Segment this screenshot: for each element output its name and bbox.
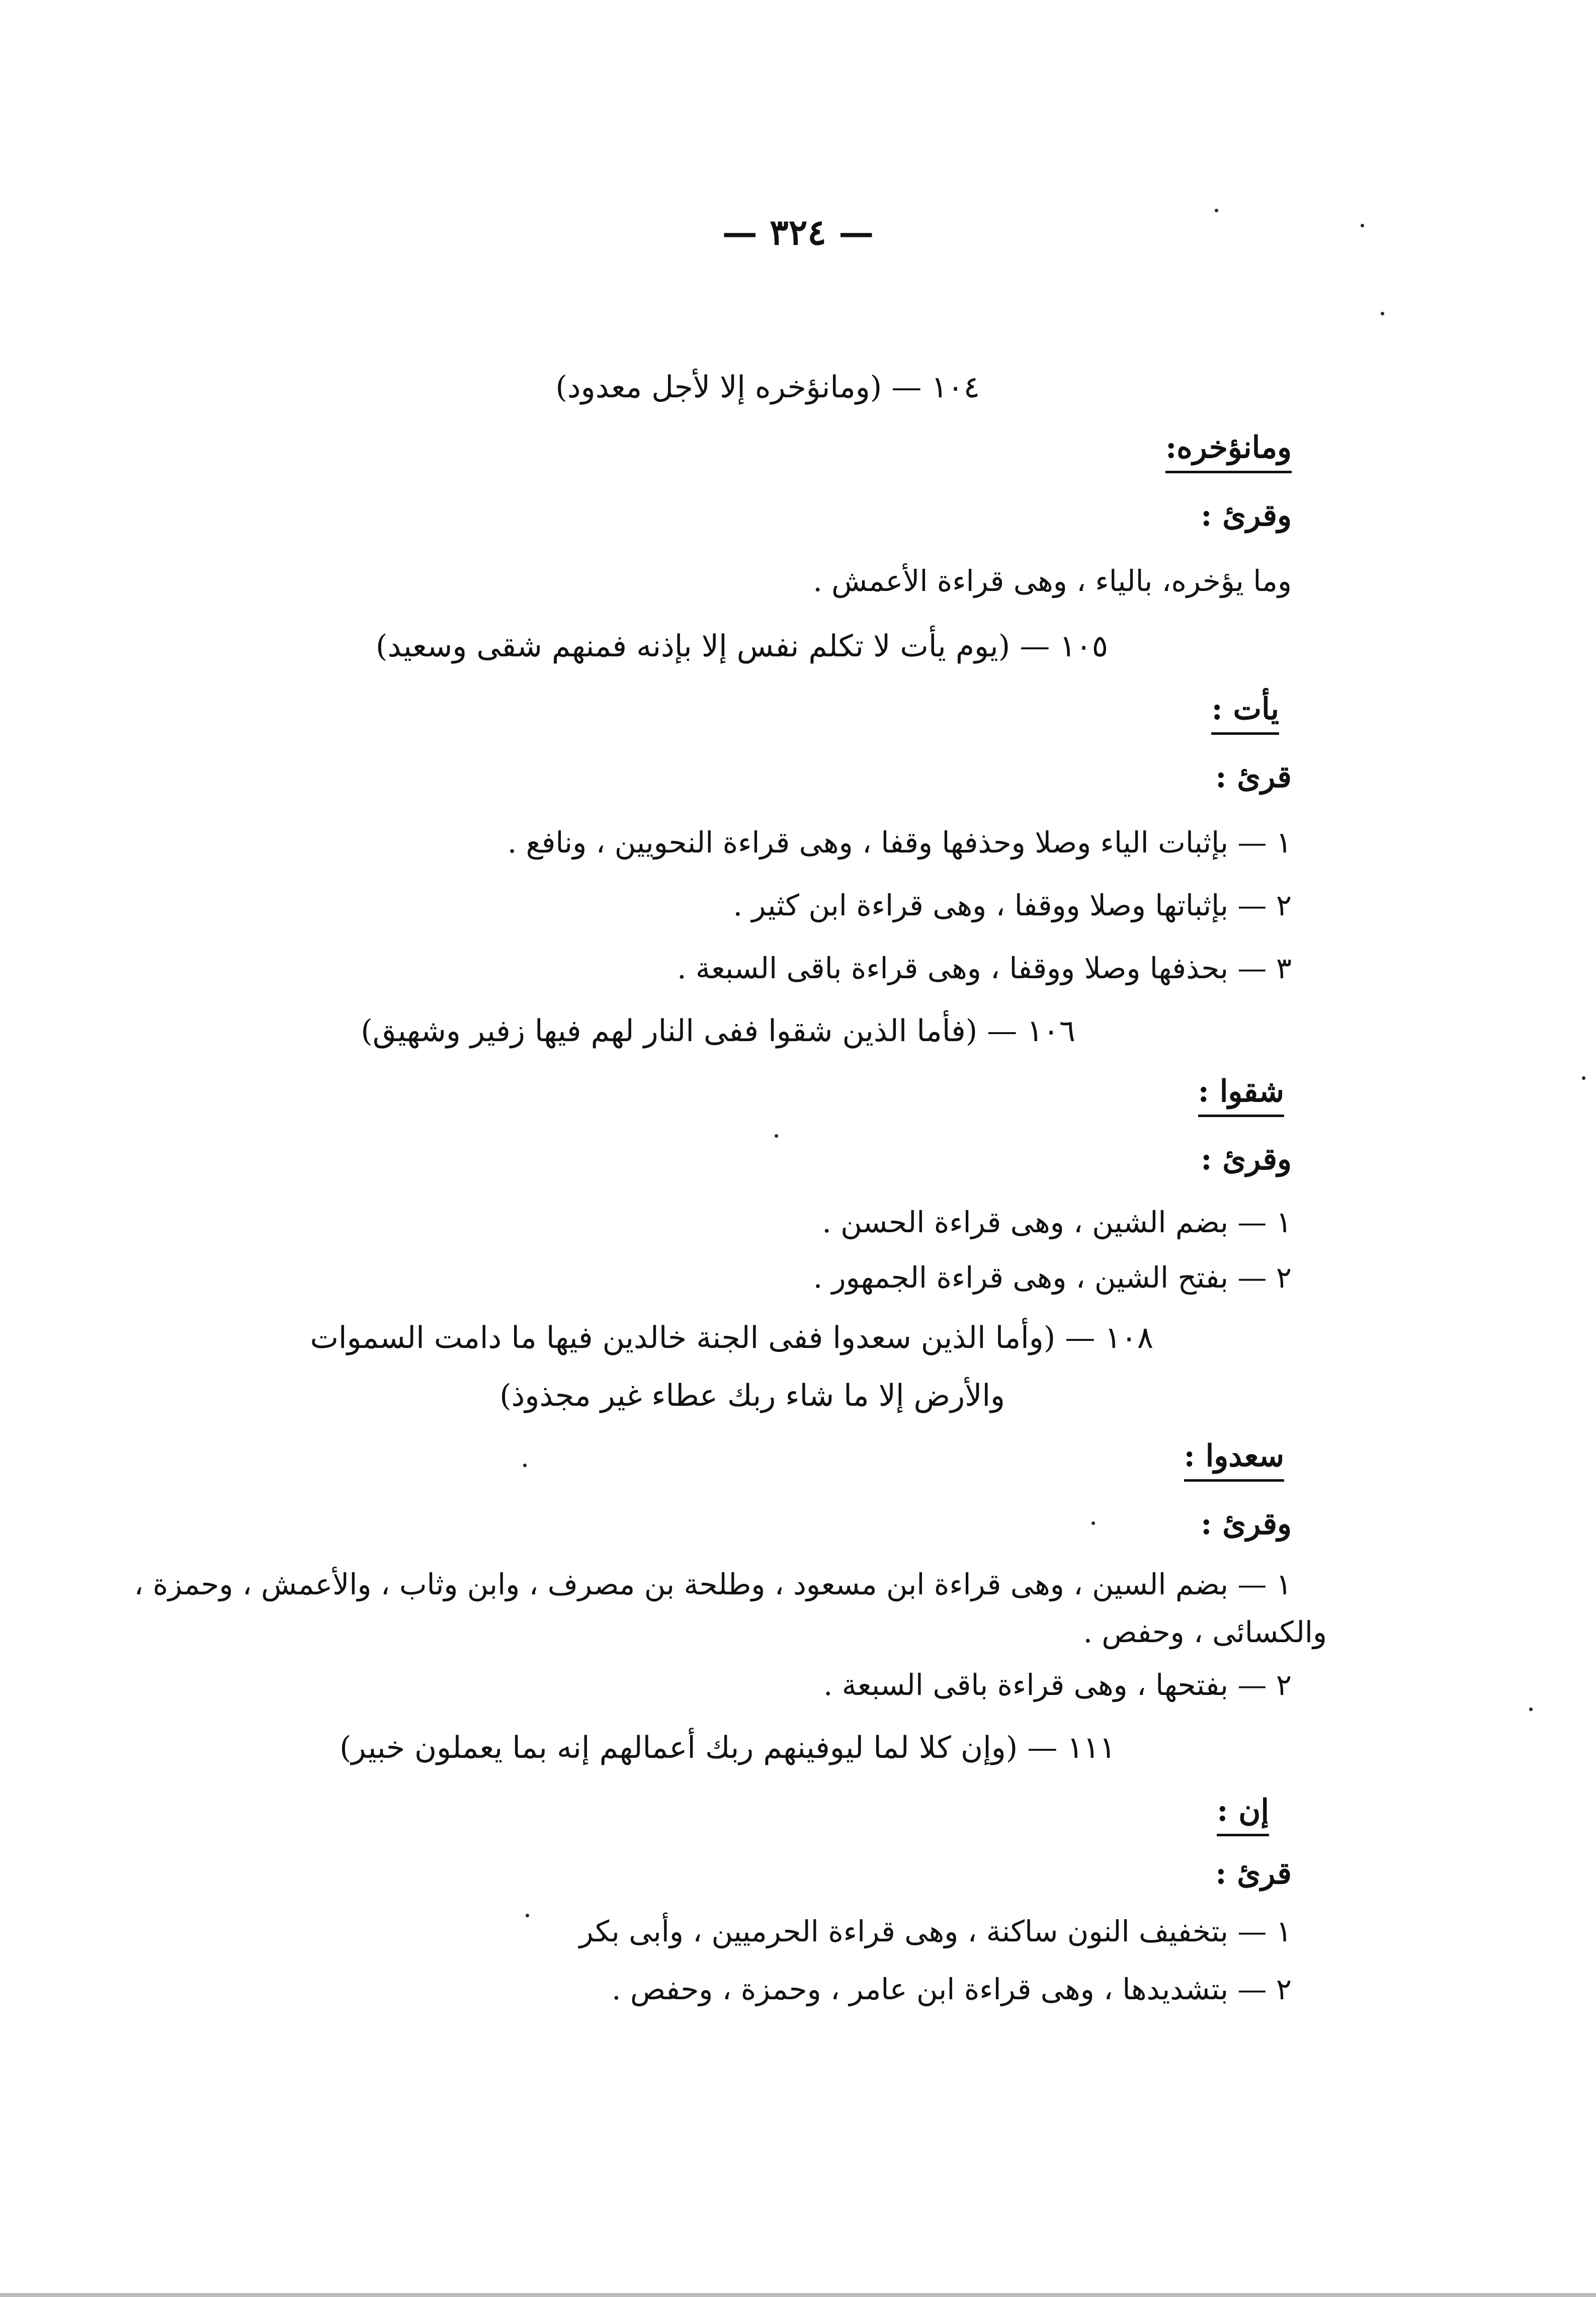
verse-104: ١٠٤ — (ومانؤخره إلا لأجل معدود) [555,370,980,405]
viewer-bottom-edge [0,2293,1596,2297]
reading-105-2: ٢ — بإثباتها وصلا ووقفا ، وهى قراءة ابن كثير . [733,888,1292,922]
heading-108: سعدوا : [1184,1436,1284,1482]
heading-111: إن : [1217,1791,1269,1836]
reading-104-1: وما يؤخره، بالياء ، وهى قراءة الأعمش . [813,564,1292,598]
heading-106: شقوا : [1198,1071,1284,1117]
reading-108-1b: والكسائى ، وحفص . [1083,1615,1327,1649]
scan-speck [1361,224,1364,227]
qari-label-104: وقرئ : [1201,498,1292,533]
scan-speck [523,1464,527,1467]
qari-label-106: وقرئ : [1201,1142,1292,1177]
page-number: — ٣٢٤ — [722,211,874,253]
scan-speck [526,1914,529,1917]
reading-108-2: ٢ — بفتحها ، وهى قراءة باقى السبعة . [823,1668,1292,1702]
verse-106: ١٠٦ — (فأما الذين شقوا ففى النار لهم فيها زفير وشهيق) [361,1013,1075,1049]
reading-106-2: ٢ — بفتح الشين ، وهى قراءة الجمهور . [813,1260,1292,1295]
scan-speck [1215,209,1218,212]
scan-speck [1381,312,1384,315]
verse-105: ١٠٥ — (يوم يأت لا تكلم نفس إلا بإذنه فمنهم شقى وسعيد) [376,629,1108,664]
scan-speck [1091,1521,1095,1525]
qari-label-108: وقرئ : [1201,1506,1292,1542]
scan-speck [775,1134,778,1138]
reading-105-3: ٣ — بحذفها وصلا ووقفا ، وهى قراءة باقى السبعة . [677,951,1292,985]
qari-label-111: قرئ : [1215,1856,1292,1891]
heading-104: ومانؤخره: [1165,428,1292,473]
reading-111-1: ١ — بتخفيف النون ساكنة ، وهى قراءة الحرميين ، وأبى بكر [579,1914,1292,1948]
reading-111-2: ٢ — بتشديدها ، وهى قراءة ابن عامر ، وحمزة ، وحفص . [612,1972,1292,2006]
reading-108-1a: ١ — بضم السين ، وهى قراءة ابن مسعود ، وطلحة بن مصرف ، وابن وثاب ، والأعمش ، وحمزة ، [134,1567,1292,1601]
verse-108-line-2: والأرض إلا ما شاء ربك عطاء غير مجذوذ) [499,1378,1005,1413]
qari-label-105: قرئ : [1215,759,1292,795]
heading-105: يأت : [1211,689,1279,735]
scan-speck [1529,1708,1533,1711]
reading-106-1: ١ — بضم الشين ، وهى قراءة الحسن . [822,1205,1292,1239]
reading-105-1: ١ — بإثبات الياء وصلا وحذفها وقفا ، وهى قراءة النحويين ، ونافع . [507,825,1292,860]
verse-111: ١١١ — (وإن كلا لما ليوفينهم ربك أعمالهم إنه بما يعملون خبير) [340,1730,1116,1765]
verse-108-line-1: ١٠٨ — (وأما الذين سعدوا ففى الجنة خالدين فيها ما دامت السموات [310,1320,1153,1355]
scan-speck [1582,1076,1585,1080]
